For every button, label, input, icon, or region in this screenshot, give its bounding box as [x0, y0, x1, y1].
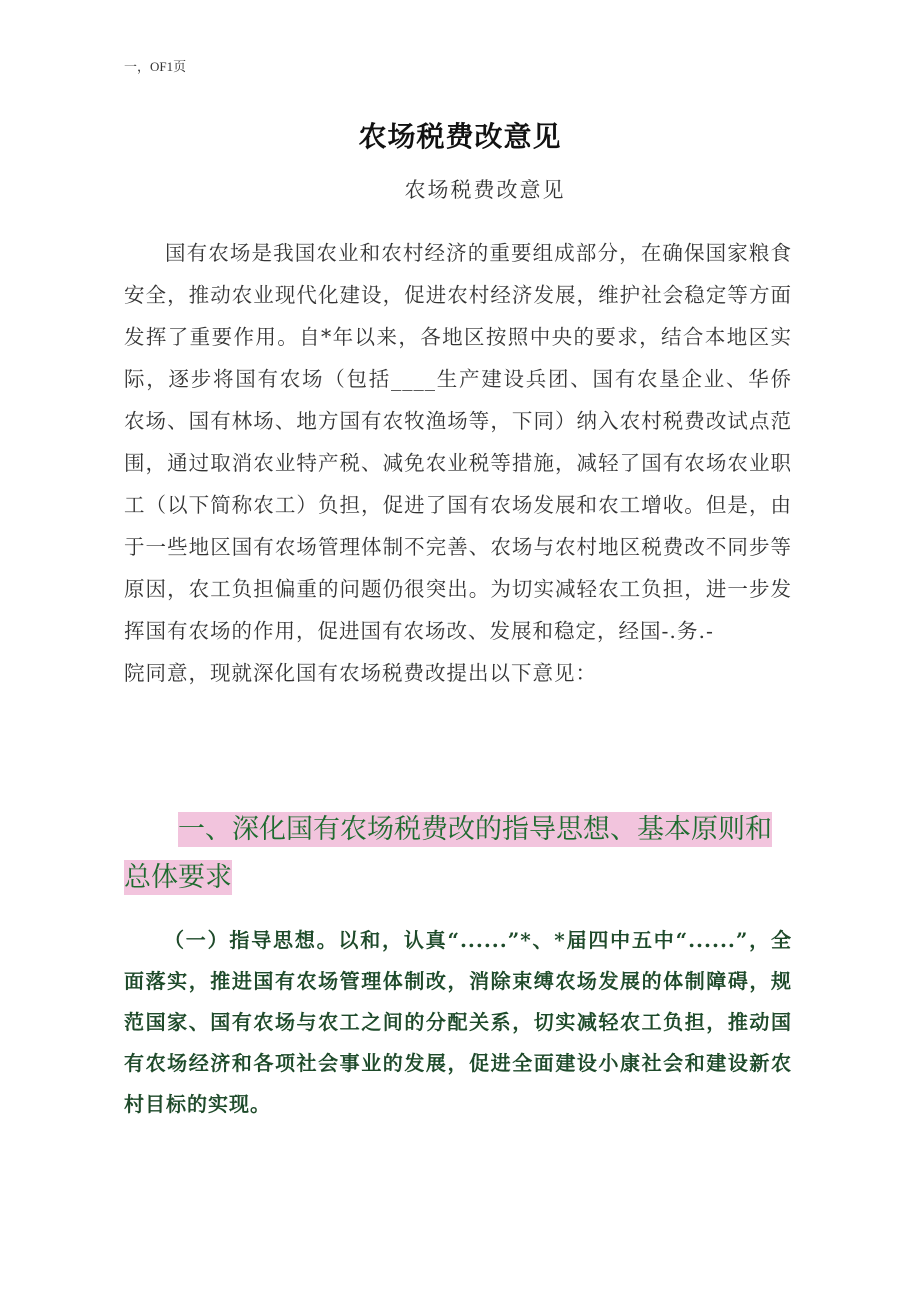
section-1-body — [124, 920, 792, 1125]
document-subtitle: 农场税费改意见 — [404, 178, 566, 202]
page-number-marker: 一，OF1页 — [124, 59, 187, 74]
section-heading-1-text: 一、深化国有农场税费改的指导思想、基本原则和总体要求 — [124, 814, 772, 893]
intro-continuation: 院同意，现就深化国有农场税费改提出以下意见： — [124, 661, 597, 685]
intro-section — [124, 232, 792, 694]
intro-paragraph: 国有农场是我国农业和农村经济的重要组成部分，在确保国家粮食安全，推动农业现代化建设，促进农村经济发展，维护社会稳定等方面发挥了重要作用。自*年以来，各地区按照中央的要求，结合本地区实际，逐步将国有农场（包括____生产建设兵团、国有农垦企业、华侨农场、国有林场、地方国有农牧渔场等，下同）纳入农村税费改试点范围，通过取消农业特产税、减免农业税等措施，减轻了国有农场农业职工（以下简称农工）负担，促进了国有农场发展和农工增收。但是，由于一些地区国有农场管理体制不完善、农场与农村地区税费改不同步等原因，农工负担偏重的问题仍很突出。为切实减轻农工负担，进一步发挥国有农场的作用，促进国有农场改、发展和稳定，经国-.务.- — [124, 241, 792, 643]
section-heading-1 — [124, 806, 792, 902]
section-1-paragraph: （一）指导思想。以和，认真“......”*、*届四中五中“......”，全面落实，推进国有农场管理体制改，消除束缚农场发展的体制障碍，规范国家、国有农场与农工之间的分配关系，切实减轻农工负担，推动国有农场经济和各项社会事业的发展，促进全面建设小康社会和建设新农村目标的实现。 — [124, 928, 792, 1116]
document-title: 农场税费改意见 — [358, 120, 562, 153]
